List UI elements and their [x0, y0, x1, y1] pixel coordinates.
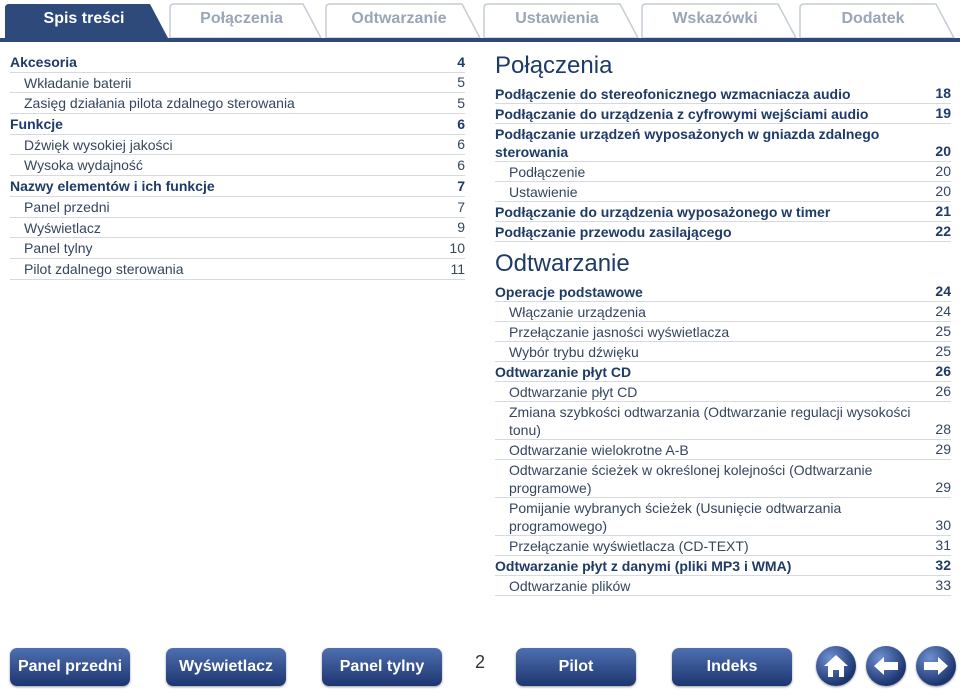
toc-item-text: Operacje podstawowe: [495, 284, 643, 300]
back-button[interactable]: [866, 646, 906, 686]
toc-item[interactable]: [495, 282, 951, 302]
toc-item-text: Podłączenie do stereofonicznego wzmacniacza audio: [495, 86, 851, 102]
toc-page-number: 30: [935, 517, 951, 533]
toc-item-text: Wybór trybu dźwięku: [509, 344, 639, 360]
toc-item[interactable]: [495, 182, 951, 202]
toc-item[interactable]: [495, 124, 951, 162]
tab-bar: [0, 0, 960, 44]
toc-page-number: 20: [935, 163, 951, 179]
toc-page-number: 7: [457, 198, 465, 215]
toc-item-text: Odtwarzanie płyt CD: [495, 364, 632, 380]
toc-item-text: Podłączanie urządzeń wyposażonych w gniazda zdalnego sterowania: [495, 126, 880, 160]
toc-item[interactable]: [495, 382, 951, 402]
toc-page-number: 19: [935, 105, 951, 121]
toc-item[interactable]: [495, 84, 951, 104]
toc-page-number: 11: [450, 260, 465, 277]
toc-item[interactable]: [10, 197, 465, 218]
toc-item-text: Odtwarzanie ścieżek w określonej kolejności (Odtwarzanie programowe): [509, 462, 873, 496]
home-button[interactable]: [816, 646, 856, 686]
toc-item[interactable]: [495, 402, 951, 440]
toc-item[interactable]: [10, 259, 465, 280]
toc-page-number: 5: [457, 74, 465, 91]
toc-item[interactable]: [495, 162, 951, 182]
toc-page-number: 18: [935, 85, 951, 101]
toc-item[interactable]: [495, 440, 951, 460]
toc-page-number: 26: [935, 383, 951, 399]
toc-item-text: Funkcje: [10, 116, 63, 133]
tab-odtwarzanie[interactable]: Odtwarzanie: [351, 10, 447, 27]
toc-item-text: Podłączanie przewodu zasilającego: [495, 224, 732, 240]
toc-page-number: 4: [457, 53, 465, 70]
page-number: 2: [474, 652, 485, 672]
toc-item-text: Podłączenie: [509, 164, 586, 180]
toc-item[interactable]: [10, 176, 465, 197]
toc-page-number: 29: [935, 441, 951, 457]
toc-page-number: 21: [935, 203, 951, 219]
toc-page-number: 31: [935, 537, 951, 553]
toc-item[interactable]: [495, 322, 951, 342]
toc-item-text: Dźwięk wysokiej jakości: [24, 136, 173, 153]
nav-button-pilot[interactable]: Pilot: [516, 648, 636, 686]
toc-item-text: Przełączanie jasności wyświetlacza: [509, 324, 730, 340]
arrow-left-icon: [866, 646, 906, 686]
toc-item[interactable]: [10, 218, 465, 239]
toc-item-text: Zmiana szybkości odtwarzania (Odtwarzanie regulacji wysokości tonu): [509, 404, 911, 438]
toc-item-text: Wkładanie baterii: [24, 74, 132, 91]
toc-item[interactable]: [10, 135, 465, 156]
toc-page-number: 24: [935, 303, 951, 319]
toc-item[interactable]: [495, 576, 951, 596]
toc-page-number: 24: [935, 283, 951, 299]
tab-polaczenia[interactable]: Połączenia: [200, 10, 283, 27]
toc-item-text: Nazwy elementów i ich funkcje: [10, 178, 215, 195]
toc-item-text: Panel tylny: [24, 240, 93, 257]
toc-item-text: Podłączanie do urządzenia wyposażonego w timer: [495, 204, 831, 220]
toc-item-text: Ustawienie: [509, 184, 578, 200]
toc-right-column: [495, 52, 951, 596]
toc-item[interactable]: [495, 104, 951, 124]
toc-item-text: Pomijanie wybranych ścieżek (Usunięcie odtwarzania programowego): [509, 500, 842, 534]
toc-item[interactable]: [495, 498, 951, 536]
section-title-odtwarzanie: Odtwarzanie: [495, 250, 630, 277]
toc-page-number: 6: [457, 157, 465, 174]
toc-item[interactable]: [495, 556, 951, 576]
toc-item[interactable]: [10, 52, 465, 73]
section-title-polaczenia: Połączenia: [495, 52, 613, 79]
toc-item-text: Wysoka wydajność: [24, 157, 143, 174]
toc-item-text: Przełączanie wyświetlacza (CD-TEXT): [509, 538, 749, 554]
toc-page-number: 26: [935, 363, 951, 379]
toc-item-text: Akcesoria: [10, 54, 77, 70]
toc-item-text: Panel przedni: [24, 198, 110, 215]
toc-page-number: 25: [935, 343, 951, 359]
toc-page-number: 20: [935, 183, 951, 199]
toc-item[interactable]: [495, 202, 951, 222]
nav-button-panel-tylny[interactable]: Panel tylny: [322, 648, 442, 686]
toc-page-number: 32: [935, 557, 951, 573]
toc-item[interactable]: [10, 93, 465, 114]
toc-item[interactable]: [495, 460, 951, 498]
forward-button[interactable]: [916, 646, 956, 686]
toc-item[interactable]: [10, 114, 465, 135]
nav-button-wyswietlacz[interactable]: Wyświetlacz: [166, 648, 286, 686]
tab-wskazowki[interactable]: Wskazówki: [672, 10, 758, 27]
tab-underline: [0, 38, 960, 42]
toc-item[interactable]: [495, 362, 951, 382]
toc-item-text: Pilot zdalnego sterowania: [24, 260, 184, 277]
home-icon: [816, 646, 856, 686]
toc-page-number: 10: [449, 239, 465, 256]
toc-page-number: 28: [935, 421, 951, 437]
toc-page-number: 29: [935, 479, 951, 495]
toc-item-text: Odtwarzanie płyt CD: [509, 384, 638, 400]
toc-item-text: Odtwarzanie wielokrotne A-B: [509, 442, 689, 458]
arrow-right-icon: [916, 646, 956, 686]
toc-item-text: Włączanie urządzenia: [509, 304, 646, 320]
toc-item-text: Podłączanie do urządzenia z cyfrowymi wejściami audio: [495, 106, 869, 122]
toc-item-text: Zasięg działania pilota zdalnego sterowania: [24, 95, 295, 112]
tab-ustawienia[interactable]: Ustawienia: [515, 10, 599, 27]
toc-page-number: 20: [935, 143, 951, 159]
toc-item[interactable]: [495, 536, 951, 556]
toc-page-number: 7: [457, 177, 465, 194]
toc-item[interactable]: [10, 238, 465, 259]
toc-item[interactable]: [495, 342, 951, 362]
toc-left-column: [10, 52, 465, 280]
nav-button-indeks[interactable]: Indeks: [672, 648, 792, 686]
nav-button-panel-przedni[interactable]: Panel przedni: [10, 648, 130, 686]
toc-item[interactable]: [495, 222, 951, 242]
toc-page-number: 22: [935, 223, 951, 239]
toc-item-text: Odtwarzanie płyt z danymi (pliki MP3 i WMA): [495, 558, 792, 574]
toc-page-number: 6: [457, 115, 465, 132]
tab-spis-tresci[interactable]: Spis treści: [43, 10, 125, 27]
toc-item[interactable]: [10, 73, 465, 94]
toc-page-number: 9: [457, 219, 465, 236]
toc-item-text: Wyświetlacz: [24, 219, 101, 236]
toc-page-number: 5: [457, 95, 465, 112]
toc-item[interactable]: [495, 302, 951, 322]
toc-item[interactable]: [10, 155, 465, 176]
toc-page-number: 25: [935, 323, 951, 339]
toc-page-number: 6: [457, 136, 465, 153]
toc-page-number: 33: [935, 577, 951, 593]
tab-dodatek[interactable]: Dodatek: [841, 10, 905, 27]
toc-item-text: Odtwarzanie plików: [509, 578, 631, 594]
